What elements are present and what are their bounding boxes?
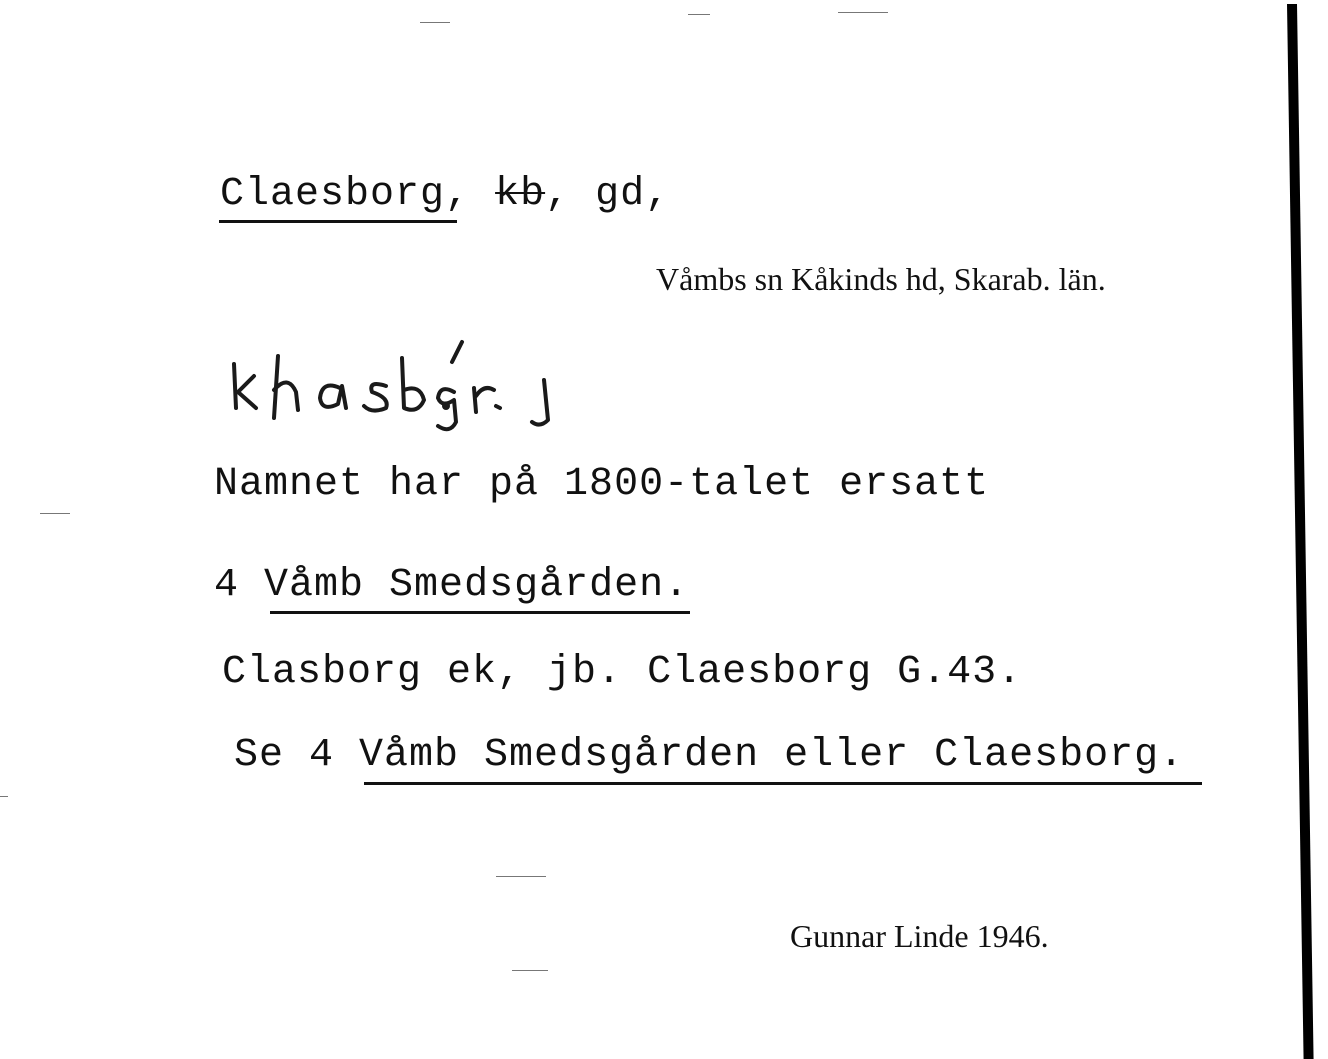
scan-speck [838, 12, 888, 13]
see-prefix: Se 4 [234, 733, 335, 778]
text-line-3: Clasborg ek, jb. Claesborg G.43. [222, 650, 1023, 695]
text-line-4 [234, 733, 1184, 778]
separator: , [545, 172, 571, 217]
scan-speck [512, 970, 548, 971]
signature: Gunnar Linde 1946. [790, 918, 1049, 954]
scan-speck [0, 796, 8, 797]
period: . [1159, 733, 1185, 778]
farm-name-underline [270, 611, 690, 614]
cross-reference-underline [364, 782, 1202, 785]
separator: , [645, 172, 671, 217]
cross-reference: Våmb Smedsgården eller Claesborg [359, 733, 1160, 778]
struck-abbreviation: kb [495, 172, 546, 217]
card-edge-shadow [1287, 4, 1314, 1059]
scan-speck [688, 14, 710, 15]
scan-speck [420, 22, 450, 23]
handwritten-phonetic-transcription [222, 336, 572, 436]
text-line-2 [214, 563, 689, 608]
text-line-1: Namnet har på 1800-talet ersatt [214, 462, 990, 507]
number: 4 [214, 563, 240, 608]
headword: Claesborg [220, 172, 446, 217]
scan-speck [496, 876, 546, 877]
headword-underline [219, 220, 457, 223]
farm-name: Våmb Smedsgården [264, 563, 665, 608]
place-type: gd [595, 172, 646, 217]
separator: , [445, 172, 471, 217]
scan-speck [40, 513, 70, 514]
period: . [664, 563, 690, 608]
entry-heading [220, 172, 670, 217]
location-line: Våmbs sn Kåkinds hd, Skarab. län. [656, 261, 1106, 297]
